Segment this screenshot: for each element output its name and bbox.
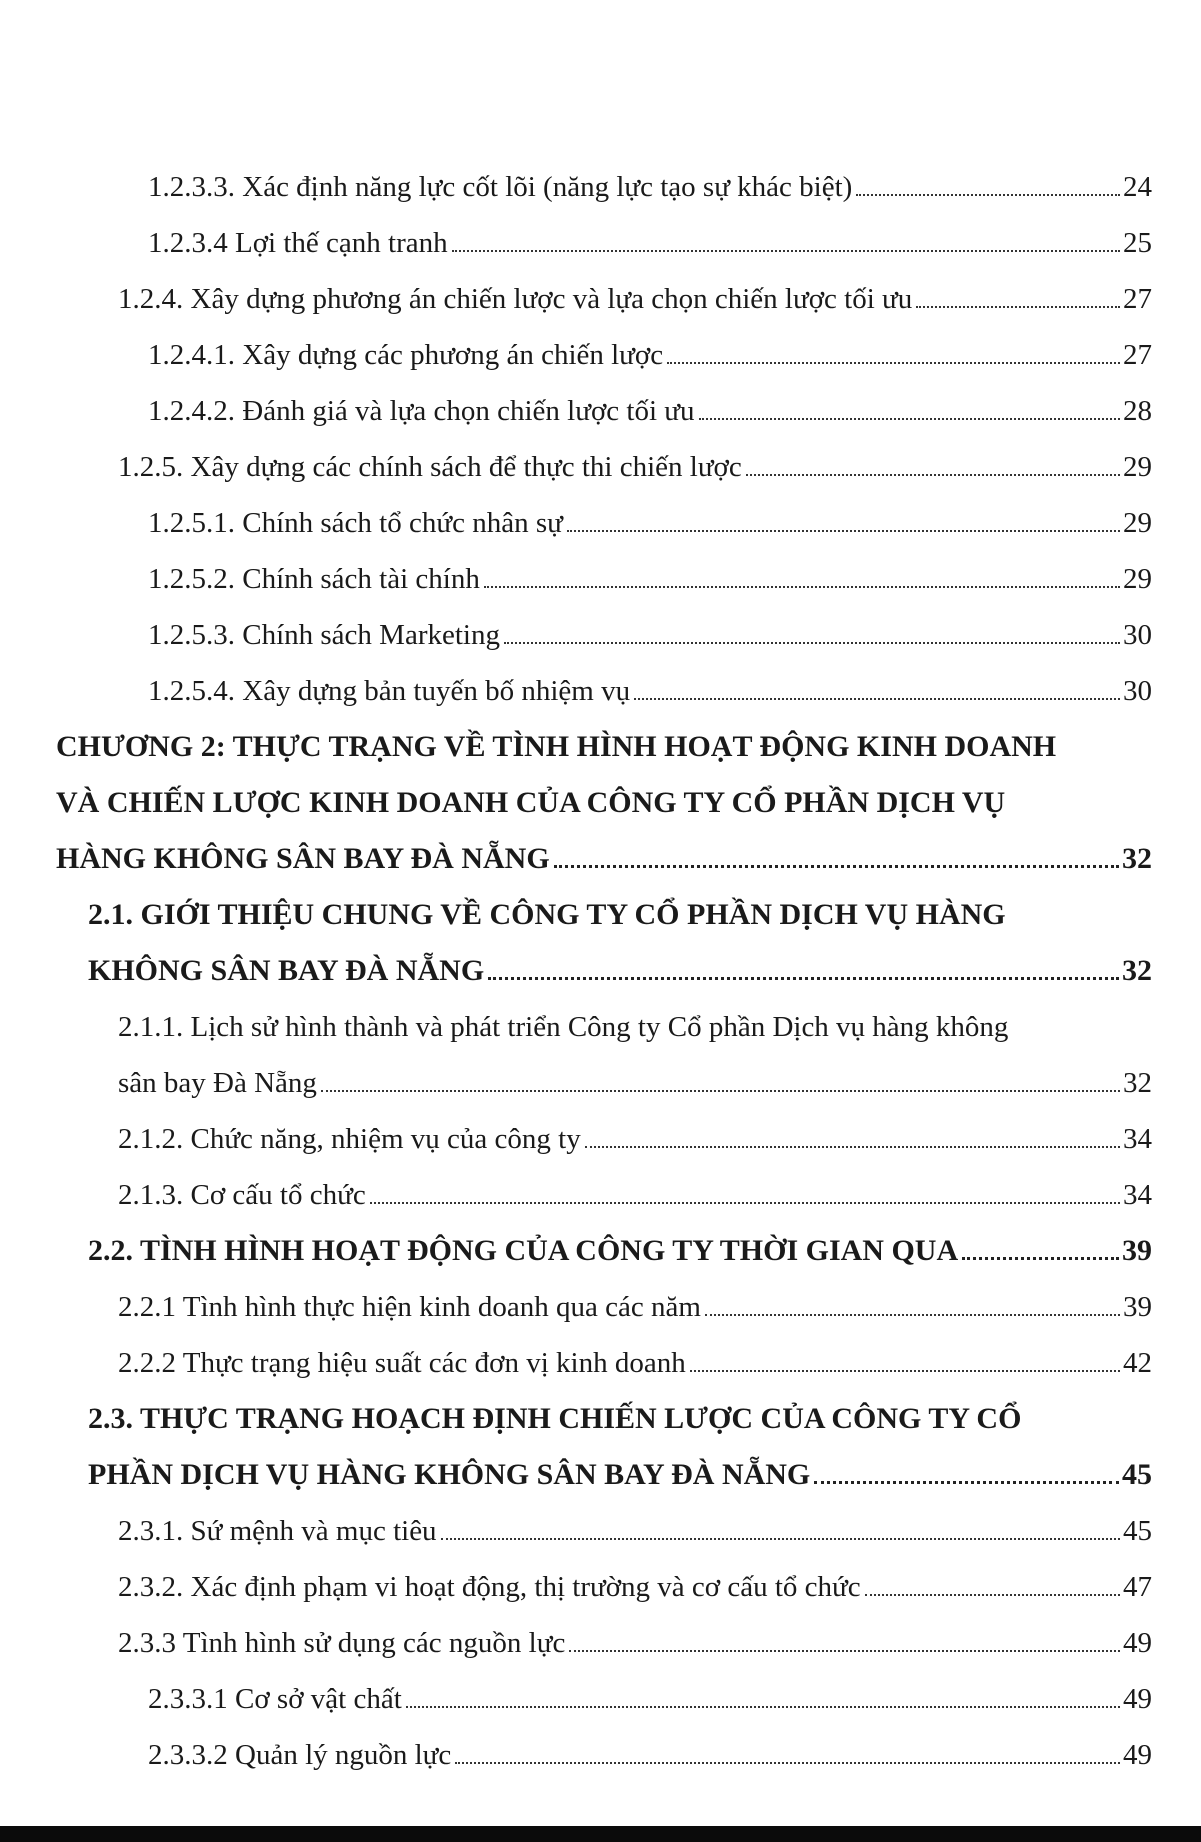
toc-leader-dots xyxy=(634,698,1120,700)
toc-entry[interactable] xyxy=(56,428,1152,484)
toc-page-number: 32 xyxy=(1122,954,1152,987)
toc-leader-dots xyxy=(455,1762,1120,1764)
toc-entry-title: 1.2.3.3. Xác định năng lực cốt lõi (năng lực tạo sự khác biệt) xyxy=(148,171,853,203)
toc-leader-dots xyxy=(962,1257,1119,1260)
toc-page-number: 27 xyxy=(1123,283,1152,315)
toc-page-number: 45 xyxy=(1123,1515,1152,1547)
toc-entry-title: 2.2.1 Tình hình thực hiện kinh doanh qua các năm xyxy=(118,1291,701,1323)
toc-page-number: 24 xyxy=(1123,171,1152,203)
toc-entry[interactable] xyxy=(56,1044,1152,1100)
toc-entry-title: 2.1.2. Chức năng, nhiệm vụ của công ty xyxy=(118,1123,581,1155)
toc-entry[interactable] xyxy=(56,596,1152,652)
toc-heading-entry[interactable] xyxy=(56,932,1152,988)
toc-entry[interactable] xyxy=(56,1660,1152,1716)
toc-entry-title: HÀNG KHÔNG SÂN BAY ĐÀ NẴNG xyxy=(56,842,550,875)
bottom-border xyxy=(0,1826,1201,1842)
toc-leader-dots xyxy=(699,418,1121,420)
toc-page-number: 39 xyxy=(1122,1234,1152,1267)
toc-page-number: 29 xyxy=(1123,451,1152,483)
toc-entry-title: sân bay Đà Nẵng xyxy=(118,1067,317,1099)
toc-entry[interactable] xyxy=(56,1604,1152,1660)
toc-entry-line xyxy=(56,988,1152,1044)
toc-heading-entry[interactable] xyxy=(56,820,1152,876)
toc-leader-dots xyxy=(865,1594,1120,1596)
toc-entry-line xyxy=(56,1380,1152,1436)
toc-entry-text: 2.1. GIỚI THIỆU CHUNG VỀ CÔNG TY CỔ PHẦN DỊCH VỤ HÀNG xyxy=(88,898,1006,931)
toc-entry[interactable] xyxy=(56,1492,1152,1548)
toc-entry[interactable] xyxy=(56,1324,1152,1380)
toc-entry-title: PHẦN DỊCH VỤ HÀNG KHÔNG SÂN BAY ĐÀ NẴNG xyxy=(88,1458,811,1491)
toc-entry-title: 1.2.5.2. Chính sách tài chính xyxy=(148,563,480,595)
toc-entry[interactable] xyxy=(56,316,1152,372)
toc-entry[interactable] xyxy=(56,484,1152,540)
toc-entry-title: 1.2.3.4 Lợi thế cạnh tranh xyxy=(148,227,448,259)
toc-entry-title: 2.3.3.1 Cơ sở vật chất xyxy=(148,1683,402,1715)
toc-entry-title: 1.2.5.1. Chính sách tổ chức nhân sự xyxy=(148,507,563,539)
toc-leader-dots xyxy=(406,1706,1120,1708)
toc-leader-dots xyxy=(705,1314,1120,1316)
toc-entry-line xyxy=(56,764,1152,820)
toc-entry[interactable] xyxy=(56,540,1152,596)
toc-entry-title: 1.2.5.4. Xây dựng bản tuyến bố nhiệm vụ xyxy=(148,675,631,707)
toc-leader-dots xyxy=(667,362,1120,364)
toc-leader-dots xyxy=(484,586,1120,588)
toc-leader-dots xyxy=(554,865,1119,868)
toc-entry-text: CHƯƠNG 2: THỰC TRẠNG VỀ TÌNH HÌNH HOẠT ĐỘNG KINH DOANH xyxy=(56,730,1057,763)
toc-entry-title: 1.2.5. Xây dựng các chính sách để thực thi chiến lược xyxy=(118,451,742,483)
toc-leader-dots xyxy=(856,194,1120,196)
toc-page-number: 34 xyxy=(1123,1179,1152,1211)
toc-entry[interactable] xyxy=(56,148,1152,204)
toc-entry-text: VÀ CHIẾN LƯỢC KINH DOANH CỦA CÔNG TY CỔ PHẦN DỊCH VỤ xyxy=(56,786,1006,819)
toc-entry[interactable] xyxy=(56,652,1152,708)
toc-leader-dots xyxy=(814,1481,1119,1484)
toc-entry-line xyxy=(56,876,1152,932)
toc-entry-title: 1.2.5.3. Chính sách Marketing xyxy=(148,619,500,651)
toc-page-number: 30 xyxy=(1123,675,1152,707)
toc-entry[interactable] xyxy=(56,1716,1152,1772)
toc-leader-dots xyxy=(370,1202,1120,1204)
toc-page-number: 47 xyxy=(1123,1571,1152,1603)
toc-leader-dots xyxy=(452,250,1120,252)
toc-entry[interactable] xyxy=(56,372,1152,428)
toc-entry[interactable] xyxy=(56,1100,1152,1156)
toc-heading-entry[interactable] xyxy=(56,1436,1152,1492)
toc-leader-dots xyxy=(569,1650,1120,1652)
toc-leader-dots xyxy=(504,642,1120,644)
toc-page-number: 32 xyxy=(1123,1067,1152,1099)
toc-page-number: 34 xyxy=(1123,1123,1152,1155)
toc-entry-text: 2.3. THỰC TRẠNG HOẠCH ĐỊNH CHIẾN LƯỢC CỦA CÔNG TY CỔ xyxy=(88,1402,1022,1435)
toc-leader-dots xyxy=(567,530,1120,532)
toc-entry-title: 2.3.3.2 Quản lý nguồn lực xyxy=(148,1739,452,1771)
toc-leader-dots xyxy=(585,1146,1120,1148)
toc-entry[interactable] xyxy=(56,1268,1152,1324)
toc-page-number: 25 xyxy=(1123,227,1152,259)
toc-page-number: 39 xyxy=(1123,1291,1152,1323)
toc-entry-title: KHÔNG SÂN BAY ĐÀ NẴNG xyxy=(88,954,485,987)
toc-page-number: 42 xyxy=(1123,1347,1152,1379)
toc-page-number: 29 xyxy=(1123,563,1152,595)
toc-entry-title: 2.1.3. Cơ cấu tổ chức xyxy=(118,1179,366,1211)
toc-leader-dots xyxy=(321,1090,1120,1092)
toc-page-number: 49 xyxy=(1123,1627,1152,1659)
toc-leader-dots xyxy=(441,1538,1120,1540)
toc-entry-title: 1.2.4.2. Đánh giá và lựa chọn chiến lược tối ưu xyxy=(148,395,695,427)
toc-page-number: 49 xyxy=(1123,1683,1152,1715)
toc-leader-dots xyxy=(746,474,1120,476)
toc-page-number: 45 xyxy=(1122,1458,1152,1491)
toc-page-number: 29 xyxy=(1123,507,1152,539)
toc-entry[interactable] xyxy=(56,260,1152,316)
toc-page-number: 49 xyxy=(1123,1739,1152,1771)
toc-entry-title: 2.3.2. Xác định phạm vi hoạt động, thị trường và cơ cấu tổ chức xyxy=(118,1571,861,1603)
toc-leader-dots xyxy=(690,1370,1120,1372)
toc-entry-title: 1.2.4.1. Xây dựng các phương án chiến lược xyxy=(148,339,664,371)
toc-page-number: 32 xyxy=(1122,842,1152,875)
toc-entry[interactable] xyxy=(56,1548,1152,1604)
toc-entry-title: 2.3.3 Tình hình sử dụng các nguồn lực xyxy=(118,1627,566,1659)
toc-entry[interactable] xyxy=(56,204,1152,260)
toc-entry-title: 2.3.1. Sứ mệnh và mục tiêu xyxy=(118,1515,437,1547)
toc-entry-title: 2.2.2 Thực trạng hiệu suất các đơn vị kinh doanh xyxy=(118,1347,686,1379)
toc-leader-dots xyxy=(916,306,1120,308)
table-of-contents xyxy=(56,148,1152,1772)
toc-page-number: 28 xyxy=(1123,395,1152,427)
toc-entry-text: 2.1.1. Lịch sử hình thành và phát triển Công ty Cổ phần Dịch vụ hàng không xyxy=(118,1011,1009,1043)
toc-entry-line xyxy=(56,708,1152,764)
toc-leader-dots xyxy=(488,977,1119,980)
toc-heading-entry[interactable] xyxy=(56,1212,1152,1268)
toc-entry-title: 2.2. TÌNH HÌNH HOẠT ĐỘNG CỦA CÔNG TY THỜI GIAN QUA xyxy=(88,1234,959,1267)
toc-page-number: 27 xyxy=(1123,339,1152,371)
toc-entry[interactable] xyxy=(56,1156,1152,1212)
toc-page-number: 30 xyxy=(1123,619,1152,651)
toc-entry-title: 1.2.4. Xây dựng phương án chiến lược và lựa chọn chiến lược tối ưu xyxy=(118,283,913,315)
